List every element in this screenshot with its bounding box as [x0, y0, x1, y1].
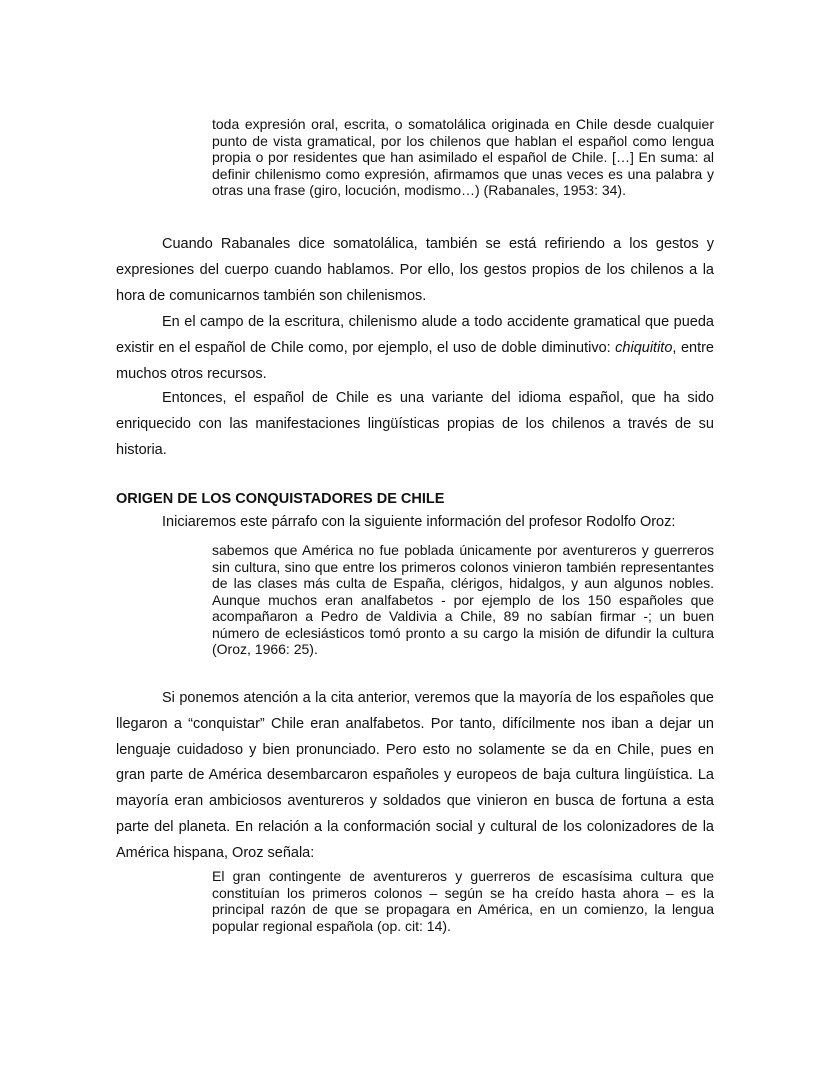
block-quote-oroz-2: El gran contingente de aventureros y guerreros de escasísima cultura que constituían los primeros colonos – según se ha creído hasta ahora – es la principal razón de que se propagara en América, en un comienzo, la lengua popular regional española (op. cit: 14). [212, 868, 714, 934]
paragraph-escritura [116, 310, 714, 387]
block-quote-oroz-1: sabemos que América no fue poblada únicamente por aventureros y guerreros sin cultura, sino que entre los primeros colonos vinieron también representantes de las clases más culta de España, clérigos, hidalgos, y aun algunos nobles. Aunque muchos eran analfabetos - por ejemplo de los 150 españoles que acompañaron a Pedro de Valdivia a Chile, 89 no sabían firmar -; un buen número de eclesiásticos tomó pronto a su cargo la misión de difundir la cultura (Oroz, 1966: 25). [212, 542, 714, 657]
block-quote-rabanales: toda expresión oral, escrita, o somatolálica originada en Chile desde cualquier punto de vista gramatical, por los chilenos que hablan el español como lengua propia o por residentes que han asimilado el español de Chile. […] En suma: al definir chilenismo como expresión, afirmamos que unas veces es una palabra y otras una frase (giro, locución, modismo…) (Rabanales, 1953: 34). [212, 116, 714, 198]
paragraph-analfabetos: Si ponemos atención a la cita anterior, veremos que la mayoría de los españoles que llegaron a “conquistar” Chile eran analfabetos. Por tanto, difícilmente nos iban a dejar un lenguaje cuidadoso y bien pronunciado. Pero esto no solamente se da en Chile, pues en gran parte de América desembarcaron españoles y europeos de baja cultura lingüística. La mayoría eran ambiciosos aventureros y soldados que vinieron en busca de fortuna a esta parte del planeta. En relación a la conformación social y cultural de los colonizadores de la América hispana, Oroz señala: [116, 690, 714, 861]
paragraph-variante: Entonces, el español de Chile es una variante del idioma español, que ha sido enriquecido con las manifestaciones lingüísticas propias de los chilenos a través de su historia. [116, 390, 714, 458]
section-heading: ORIGEN DE LOS CONQUISTADORES DE CHILE [116, 491, 445, 507]
italic-term: chiquitito [615, 339, 673, 356]
intro-line: Iniciaremos este párrafo con la siguiente información del profesor Rodolfo Oroz: [162, 514, 676, 530]
paragraph-somatolalica: Cuando Rabanales dice somatolálica, también se está refiriendo a los gestos y expresiones del cuerpo cuando hablamos. Por ello, los gestos propios de los chilenos a la hora de comunicarnos también son chilenismos. [116, 236, 714, 304]
paragraph-escritura-end: , entre muchos otros recursos. [116, 339, 714, 382]
paragraph-escritura-text: En el campo de la escritura, chilenismo alude a todo accidente gramatical que pueda existir en el español de Chile como, por ejemplo, el uso de doble diminutivo: [116, 314, 714, 356]
